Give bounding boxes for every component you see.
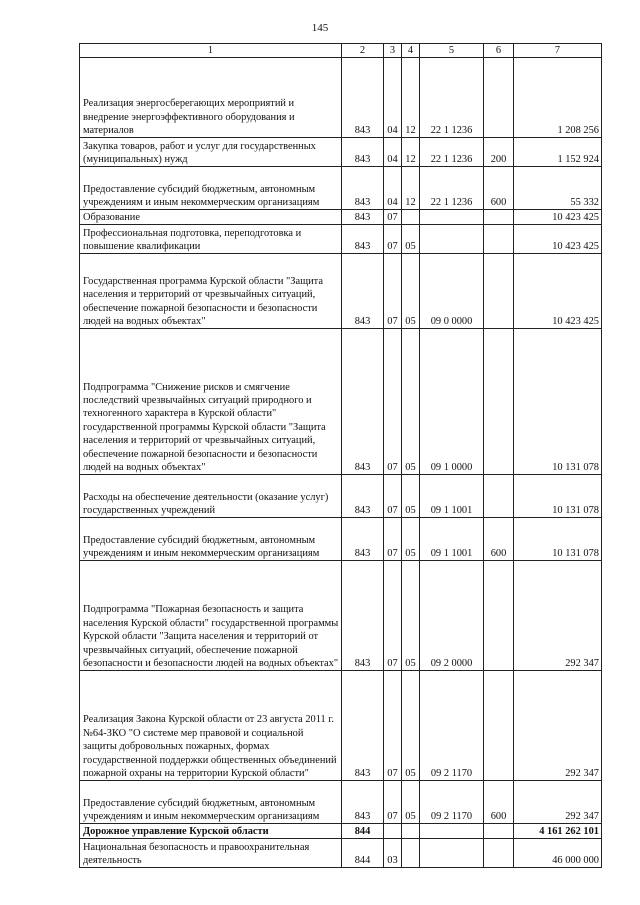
code-cell: 843 (342, 58, 384, 138)
table-row (80, 475, 602, 518)
code-cell: 844 (342, 839, 384, 868)
expense-type-cell: 600 (484, 781, 514, 824)
row-name-cell: Закупка товаров, работ и услуг для государственных (муниципальных) нужд (80, 138, 342, 167)
subsection-cell: 12 (402, 167, 420, 210)
code-cell: 843 (342, 138, 384, 167)
page-number: 145 (311, 22, 329, 34)
row-name-cell: Реализация Закона Курской области от 23 августа 2011 г. №64-ЗКО "О системе мер правовой и социальной защиты добровольных пожарных, формах государственной поддержки общественных объединений пожарной охраны на территории Курской области" (80, 671, 342, 781)
header-cell: 5 (420, 44, 484, 58)
subsection-cell (402, 839, 420, 868)
section-cell (384, 824, 402, 839)
amount-cell: 46 000 000 (514, 839, 602, 868)
subsection-cell: 05 (402, 518, 420, 561)
amount-cell: 4 161 262 101 (514, 824, 602, 839)
expense-type-cell (484, 824, 514, 839)
section-cell: 07 (384, 210, 402, 225)
amount-cell: 1 208 256 (514, 58, 602, 138)
row-name-cell: Реализация энергосберегающих мероприятий и внедрение энергоэффективного оборудования и материалов (80, 58, 342, 138)
code-cell: 843 (342, 475, 384, 518)
table-row (80, 781, 602, 824)
section-cell: 04 (384, 167, 402, 210)
row-name-cell: Предоставление субсидий бюджетным, автономным учреждениям и иным некоммерческим организациям (80, 167, 342, 210)
row-name-cell: Образование (80, 210, 342, 225)
subsection-cell (402, 824, 420, 839)
target-article-cell: 09 0 0000 (420, 254, 484, 329)
expense-type-cell (484, 210, 514, 225)
row-name-cell: Государственная программа Курской области "Защита населения и территорий от чрезвычайных ситуаций, обеспечение пожарной безопасности и безопасности людей на водных объектах" (80, 254, 342, 329)
target-article-cell: 22 1 1236 (420, 58, 484, 138)
header-cell: 1 (80, 44, 342, 58)
table-row (80, 329, 602, 475)
header-row (80, 44, 602, 58)
expense-type-cell (484, 254, 514, 329)
expense-type-cell (484, 839, 514, 868)
amount-cell: 292 347 (514, 561, 602, 671)
section-cell: 07 (384, 329, 402, 475)
table-row (80, 138, 602, 167)
section-cell: 03 (384, 839, 402, 868)
amount-cell: 10 131 078 (514, 329, 602, 475)
expense-type-cell (484, 671, 514, 781)
table-row (80, 254, 602, 329)
row-name-cell: Профессиональная подготовка, переподготовка и повышение квалификации (80, 225, 342, 254)
expense-type-cell: 200 (484, 138, 514, 167)
subsection-cell: 05 (402, 225, 420, 254)
subsection-cell: 05 (402, 781, 420, 824)
code-cell: 844 (342, 824, 384, 839)
code-cell: 843 (342, 254, 384, 329)
expense-type-cell (484, 225, 514, 254)
table-row (80, 561, 602, 671)
amount-cell: 292 347 (514, 671, 602, 781)
expense-type-cell (484, 329, 514, 475)
target-article-cell (420, 824, 484, 839)
section-cell: 07 (384, 561, 402, 671)
row-name-cell: Национальная безопасность и правоохранительная деятельность (80, 839, 342, 868)
amount-cell: 10 423 425 (514, 225, 602, 254)
target-article-cell (420, 225, 484, 254)
table-row (80, 167, 602, 210)
target-article-cell: 09 1 1001 (420, 518, 484, 561)
code-cell: 843 (342, 329, 384, 475)
section-cell: 07 (384, 254, 402, 329)
section-cell: 07 (384, 781, 402, 824)
table-row (80, 225, 602, 254)
subsection-cell: 05 (402, 561, 420, 671)
expense-type-cell: 600 (484, 518, 514, 561)
code-cell: 843 (342, 210, 384, 225)
amount-cell: 10 423 425 (514, 210, 602, 225)
target-article-cell (420, 210, 484, 225)
row-name-cell: Подпрограмма "Снижение рисков и смягчение последствий чрезвычайных ситуаций природного и техногенного характера в Курской области" государственной программы Курской области "Защита населения и территорий от чрезвычайных ситуаций, обеспечение пожарной безопасности и безопасности людей на водных объектах" (80, 329, 342, 475)
target-article-cell: 09 2 1170 (420, 781, 484, 824)
section-cell: 04 (384, 138, 402, 167)
section-cell: 04 (384, 58, 402, 138)
expense-type-cell: 600 (484, 167, 514, 210)
section-cell: 07 (384, 475, 402, 518)
amount-cell: 10 131 078 (514, 518, 602, 561)
table-row (80, 824, 602, 839)
target-article-cell: 22 1 1236 (420, 138, 484, 167)
target-article-cell: 09 1 1001 (420, 475, 484, 518)
row-name-cell: Предоставление субсидий бюджетным, автономным учреждениям и иным некоммерческим организациям (80, 781, 342, 824)
code-cell: 843 (342, 671, 384, 781)
amount-cell: 292 347 (514, 781, 602, 824)
table-row (80, 210, 602, 225)
table-row (80, 58, 602, 138)
row-name-cell: Дорожное управление Курской области (80, 824, 342, 839)
section-cell: 07 (384, 671, 402, 781)
subsection-cell: 12 (402, 58, 420, 138)
table-header (80, 44, 602, 58)
code-cell: 843 (342, 167, 384, 210)
amount-cell: 55 332 (514, 167, 602, 210)
subsection-cell: 05 (402, 475, 420, 518)
target-article-cell (420, 839, 484, 868)
subsection-cell (402, 210, 420, 225)
header-cell: 7 (514, 44, 602, 58)
code-cell: 843 (342, 781, 384, 824)
table-row (80, 518, 602, 561)
code-cell: 843 (342, 225, 384, 254)
code-cell: 843 (342, 518, 384, 561)
header-cell: 6 (484, 44, 514, 58)
expense-type-cell (484, 58, 514, 138)
section-cell: 07 (384, 225, 402, 254)
amount-cell: 10 131 078 (514, 475, 602, 518)
table-row (80, 839, 602, 868)
target-article-cell: 22 1 1236 (420, 167, 484, 210)
table-body (80, 58, 602, 868)
expense-type-cell (484, 561, 514, 671)
header-cell: 4 (402, 44, 420, 58)
table-row (80, 671, 602, 781)
header-cell: 3 (384, 44, 402, 58)
target-article-cell: 09 2 1170 (420, 671, 484, 781)
expense-type-cell (484, 475, 514, 518)
subsection-cell: 12 (402, 138, 420, 167)
amount-cell: 1 152 924 (514, 138, 602, 167)
code-cell: 843 (342, 561, 384, 671)
subsection-cell: 05 (402, 254, 420, 329)
row-name-cell: Предоставление субсидий бюджетным, автономным учреждениям и иным некоммерческим организациям (80, 518, 342, 561)
header-cell: 2 (342, 44, 384, 58)
amount-cell: 10 423 425 (514, 254, 602, 329)
row-name-cell: Расходы на обеспечение деятельности (оказание услуг) государственных учреждений (80, 475, 342, 518)
row-name-cell: Подпрограмма "Пожарная безопасность и защита населения Курской области" государственной программы Курской области "Защита населения и территорий от чрезвычайных ситуаций, обеспечение пожарной безопасности и безопасности людей на водных объектах" (80, 561, 342, 671)
subsection-cell: 05 (402, 329, 420, 475)
subsection-cell: 05 (402, 671, 420, 781)
target-article-cell: 09 1 0000 (420, 329, 484, 475)
section-cell: 07 (384, 518, 402, 561)
budget-table (79, 43, 602, 868)
target-article-cell: 09 2 0000 (420, 561, 484, 671)
